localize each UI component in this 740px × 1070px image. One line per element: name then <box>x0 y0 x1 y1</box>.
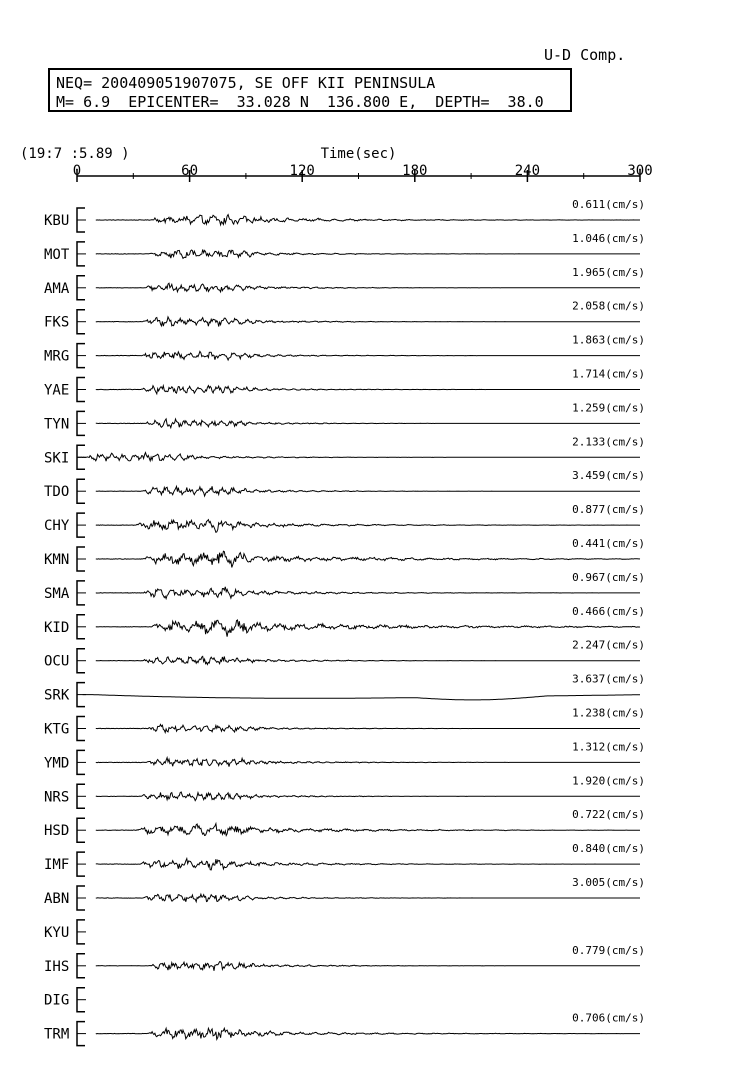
amplitude-unit: (cm/s) <box>605 604 645 618</box>
amplitude-unit: (cm/s) <box>605 943 645 957</box>
seismogram-trace <box>96 894 640 902</box>
amplitude-unit: (cm/s) <box>605 706 645 720</box>
seismogram-trace <box>96 620 640 637</box>
station-label: TRM <box>44 1026 70 1043</box>
amplitude-label <box>572 740 645 753</box>
amplitude-unit: (cm/s) <box>605 672 645 686</box>
station-label: IHS <box>44 958 70 975</box>
amplitude-value: 3.005 <box>572 876 606 889</box>
seismogram-trace <box>96 551 640 567</box>
x-tick-label: 180 <box>402 163 428 179</box>
amplitude-label <box>572 334 645 347</box>
amplitude-label <box>572 605 645 618</box>
amplitude-unit: (cm/s) <box>605 638 645 652</box>
seismogram-trace <box>96 351 640 360</box>
seismogram-trace <box>96 250 640 259</box>
station-label: ABN <box>44 891 70 907</box>
station-label: YMD <box>44 755 70 772</box>
event-id-line: NEQ= 200409051907075, SE OFF KII PENINSULA <box>56 74 436 92</box>
station-label: OCU <box>44 653 70 670</box>
station-label: NRS <box>44 789 70 806</box>
station-label: SRK <box>44 687 70 704</box>
component-label: U-D Comp. <box>544 46 626 64</box>
amplitude-unit: (cm/s) <box>605 401 645 415</box>
seismogram-trace <box>96 724 640 732</box>
seismogram-trace <box>96 962 640 971</box>
amplitude-label <box>572 673 645 686</box>
station-label: CHY <box>44 518 70 535</box>
seismogram-trace <box>96 587 640 599</box>
amplitude-label <box>572 368 645 381</box>
amplitude-label <box>572 537 645 550</box>
amplitude-unit: (cm/s) <box>605 435 645 449</box>
station-label: KYU <box>44 924 70 941</box>
amplitude-value: 1.863 <box>572 333 606 347</box>
amplitude-label <box>572 401 645 414</box>
station-label: TDO <box>44 484 70 501</box>
x-tick-label: 120 <box>289 163 315 179</box>
seismogram-trace <box>96 758 640 767</box>
station-label: IMF <box>44 857 70 874</box>
seismogram-trace <box>96 419 640 428</box>
seismogram-trace <box>77 453 640 462</box>
station-label: KID <box>44 619 70 636</box>
station-label: KBU <box>44 213 70 229</box>
amplitude-unit: (cm/s) <box>605 842 645 856</box>
amplitude-label <box>572 639 645 652</box>
x-tick-label: 0 <box>72 163 82 179</box>
station-label: DIG <box>44 992 70 1009</box>
station-label: SKI <box>44 450 70 467</box>
amplitude-value: 0.967 <box>572 570 606 584</box>
seismogram-trace <box>96 824 640 836</box>
amplitude-value: 0.466 <box>572 604 606 618</box>
station-label: MOT <box>44 246 70 263</box>
start-time-label: (19:7 :5.89 ) <box>20 146 130 162</box>
amplitude-unit: (cm/s) <box>605 333 645 347</box>
amplitude-value: 1.920 <box>572 774 606 788</box>
amplitude-label <box>572 774 645 787</box>
amplitude-value: 1.965 <box>572 265 606 279</box>
station-label: HSD <box>44 823 70 840</box>
amplitude-unit: (cm/s) <box>605 570 645 584</box>
seismogram-trace <box>96 283 640 292</box>
amplitude-unit: (cm/s) <box>605 808 645 822</box>
amplitude-value: 0.722 <box>572 808 606 822</box>
station-label: SMA <box>44 585 70 602</box>
seismogram-trace <box>96 656 640 664</box>
seismogram-trace <box>96 215 640 225</box>
amplitude-value: 3.459 <box>572 469 606 483</box>
amplitude-unit: (cm/s) <box>605 1011 645 1025</box>
x-tick-label: 300 <box>627 163 653 179</box>
station-label: MRG <box>44 348 70 365</box>
amplitude-unit: (cm/s) <box>605 367 645 381</box>
amplitude-value: 1.259 <box>572 401 606 415</box>
x-tick-label: 240 <box>514 163 541 179</box>
seismogram-trace <box>96 859 640 870</box>
station-label: TYN <box>44 416 70 433</box>
station-label: FKS <box>44 314 70 331</box>
station-label: AMA <box>44 280 70 297</box>
amplitude-label <box>572 435 645 448</box>
station-label: YAE <box>44 382 70 399</box>
amplitude-label <box>572 503 645 516</box>
amplitude-unit: (cm/s) <box>605 265 645 279</box>
station-label: KMN <box>44 552 70 568</box>
amplitude-unit: (cm/s) <box>605 537 645 550</box>
amplitude-value: 2.133 <box>572 435 606 449</box>
amplitude-unit: (cm/s) <box>605 469 645 483</box>
amplitude-unit: (cm/s) <box>605 774 645 788</box>
seismogram-trace <box>96 1028 640 1039</box>
amplitude-label <box>572 266 645 279</box>
x-tick-label: 60 <box>181 163 199 179</box>
amplitude-label <box>572 1012 645 1025</box>
amplitude-value: 1.238 <box>572 706 606 720</box>
amplitude-value: 3.637 <box>572 672 606 686</box>
amplitude-unit: (cm/s) <box>605 740 645 754</box>
event-params-line: M= 6.9 EPICENTER= 33.028 N 136.800 E, DEPTH= 38.0 <box>56 93 544 111</box>
amplitude-label <box>572 944 645 957</box>
amplitude-value: 2.247 <box>572 638 606 652</box>
amplitude-label <box>572 707 645 720</box>
amplitude-value: 0.706 <box>572 1011 606 1025</box>
amplitude-value: 1.046 <box>572 231 606 245</box>
amplitude-value: 0.441 <box>572 537 606 550</box>
seismogram-trace <box>83 695 640 700</box>
amplitude-label <box>572 469 645 482</box>
amplitude-label <box>572 300 645 313</box>
station-label: KTG <box>44 721 70 738</box>
amplitude-unit: (cm/s) <box>605 299 645 313</box>
amplitude-unit: (cm/s) <box>605 876 645 889</box>
amplitude-value: 0.840 <box>572 842 606 856</box>
amplitude-value: 0.611 <box>572 198 606 211</box>
amplitude-value: 1.714 <box>572 367 606 381</box>
seismogram-trace <box>96 317 640 327</box>
amplitude-label <box>572 842 645 855</box>
amplitude-label <box>572 876 645 889</box>
amplitude-label <box>572 808 645 821</box>
amplitude-unit: (cm/s) <box>605 231 645 245</box>
amplitude-value: 0.877 <box>572 503 606 517</box>
seismogram-trace <box>96 792 640 801</box>
seismogram-trace <box>96 486 640 496</box>
amplitude-label <box>572 232 645 245</box>
amplitude-unit: (cm/s) <box>605 503 645 517</box>
amplitude-label <box>572 198 645 211</box>
seismogram-trace <box>96 386 640 394</box>
amplitude-value: 2.058 <box>572 299 606 313</box>
seismogram-trace <box>96 520 640 533</box>
time-axis-label: Time(sec) <box>320 146 397 162</box>
amplitude-unit: (cm/s) <box>605 198 645 211</box>
amplitude-value: 1.312 <box>572 740 606 754</box>
amplitude-value: 0.779 <box>572 943 606 957</box>
amplitude-label <box>572 571 645 584</box>
